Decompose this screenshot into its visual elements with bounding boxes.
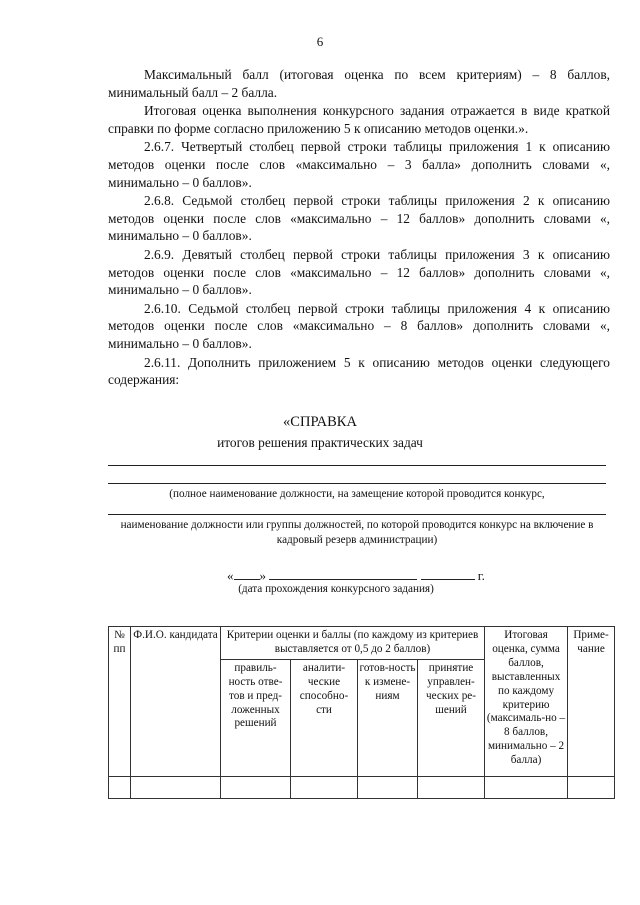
- year-suffix: г.: [477, 568, 485, 583]
- cell-empty: [418, 776, 485, 798]
- year-blank: [421, 567, 475, 580]
- day-blank: [234, 567, 260, 580]
- cell-empty: [221, 776, 291, 798]
- blank-line-1: [108, 465, 606, 466]
- header-num: № пп: [109, 627, 131, 777]
- paragraph-2-6-10: 2.6.10. Седьмой столбец первой строки таблицы приложения 4 к описанию методов оценки после слов «максимально – 8 баллов» дополнить словами «, минимально – 0 баллов».: [108, 300, 610, 351]
- cell-empty: [291, 776, 358, 798]
- form-subtitle: итогов решения практических задач: [217, 435, 423, 450]
- page-number: 6: [316, 34, 324, 49]
- date-close-quote: »: [259, 568, 266, 583]
- paragraph-final-assessment: Итоговая оценка выполнения конкурсного задания отражается в виде краткой справки по форме согласно приложению 5 к описанию методов оценки.».: [108, 103, 610, 136]
- header-readiness: готов-ность к измене-ниям: [358, 659, 418, 776]
- header-decisions: принятие управлен-ческих ре-шений: [418, 659, 485, 776]
- header-criteria: Критерии оценки и баллы (по каждому из критериев выставляется от 0,5 до 2 баллов): [221, 627, 485, 660]
- table-row: [109, 776, 615, 798]
- form-title: «СПРАВКА: [283, 414, 357, 430]
- header-correctness: правиль-ность отве-тов и пред-ложенных решений: [221, 659, 291, 776]
- cell-empty: [131, 776, 221, 798]
- month-blank: [269, 567, 417, 580]
- paragraph-2-6-8: 2.6.8. Седьмой столбец первой строки таблицы приложения 2 к описанию методов оценки после слов «максимально – 12 баллов» дополнить словами «, минимально – 0 баллов».: [108, 193, 610, 244]
- caption-position: (полное наименование должности, на замещение которой проводится конкурс,: [169, 488, 545, 500]
- header-note: Приме-чание: [568, 627, 615, 777]
- paragraph-2-6-11: 2.6.11. Дополнить приложением 5 к описанию методов оценки следующего содержания:: [108, 354, 610, 388]
- cell-empty: [485, 776, 568, 798]
- header-name: Ф.И.О. кандидата: [131, 627, 221, 777]
- results-table: [108, 626, 615, 799]
- cell-empty: [568, 776, 615, 798]
- body-text: [108, 66, 610, 389]
- cell-empty: [358, 776, 418, 798]
- caption-reserve: наименование должности или группы должностей, по которой проводится конкурс на включение в кадровый резерв администрации): [120, 519, 594, 546]
- paragraph-2-6-9: 2.6.9. Девятый столбец первой строки таблицы приложения 3 к описанию методов оценки после слов «максимально – 12 баллов» дополнить словами «, минимально – 0 баллов».: [108, 246, 610, 298]
- date-open-quote: «: [227, 568, 234, 583]
- blank-line-3: [108, 514, 606, 515]
- caption-date: (дата прохождения конкурсного задания): [238, 583, 434, 595]
- paragraph-max-score: Максимальный балл (итоговая оценка по всем критериям) – 8 баллов, минимальный балл – 2 балла.: [108, 67, 610, 100]
- cell-empty: [109, 776, 131, 798]
- paragraph-2-6-7: 2.6.7. Четвертый столбец первой строки таблицы приложения 1 к описанию методов оценки после слов «максимально – 3 балла» дополнить словами «, минимально – 0 баллов».: [108, 139, 610, 190]
- blank-line-2: [108, 483, 606, 484]
- header-total: Итоговая оценка, сумма баллов, выставленных по каждому критерию (максималь-но – 8 баллов, минимально – 2 балла): [485, 627, 568, 777]
- header-analytic: аналити-ческие способно-сти: [291, 659, 358, 776]
